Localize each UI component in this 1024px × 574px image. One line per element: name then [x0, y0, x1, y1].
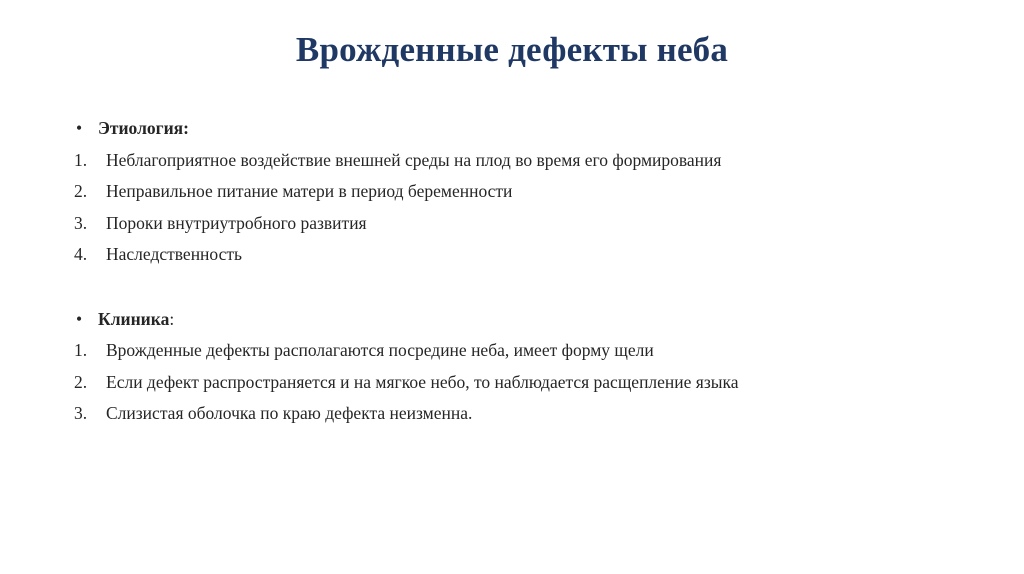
list-number: 2.	[74, 371, 88, 392]
list-item	[74, 398, 974, 430]
section-heading-text: Этиология:	[98, 118, 189, 138]
section-heading-text: Клиника	[98, 308, 170, 329]
list-item-text: Наследственность	[106, 244, 243, 264]
section-heading-clinic	[74, 304, 974, 336]
list-item	[74, 176, 974, 208]
list-item-text: Неблагоприятное воздействие внешней среды на плод во время его формирования	[106, 149, 722, 170]
list-item-text: Неправильное питание матери в период беременности	[106, 181, 513, 201]
list-item-text: Врожденные дефекты располагаются посредине неба, имеет форму щели	[106, 340, 654, 360]
list-item-text: Пороки внутриутробного развития	[106, 212, 367, 233]
slide-content	[74, 113, 974, 430]
list-item-text: Слизистая оболочка по краю дефекта неизменна.	[106, 403, 473, 423]
list-number: 4.	[74, 244, 88, 264]
slide-title: Врожденные дефекты неба	[295, 30, 729, 69]
list-item	[74, 208, 974, 240]
list-number: 3.	[74, 403, 88, 423]
list-number: 1.	[74, 340, 88, 360]
list-item	[74, 367, 974, 399]
list-item	[74, 239, 974, 271]
list-item	[74, 335, 974, 367]
list-number: 1.	[74, 149, 88, 170]
bullet-marker: •	[76, 118, 83, 138]
list-number: 2.	[74, 181, 88, 201]
section-heading-etiology	[74, 113, 974, 145]
section-spacer	[74, 271, 974, 304]
section-heading-suffix: :	[169, 308, 175, 329]
bullet-marker: •	[76, 308, 83, 329]
list-number: 3.	[74, 212, 88, 233]
list-item-text: Если дефект распространяется и на мягкое небо, то наблюдается расщепление языка	[106, 371, 739, 392]
list-item	[74, 145, 974, 177]
